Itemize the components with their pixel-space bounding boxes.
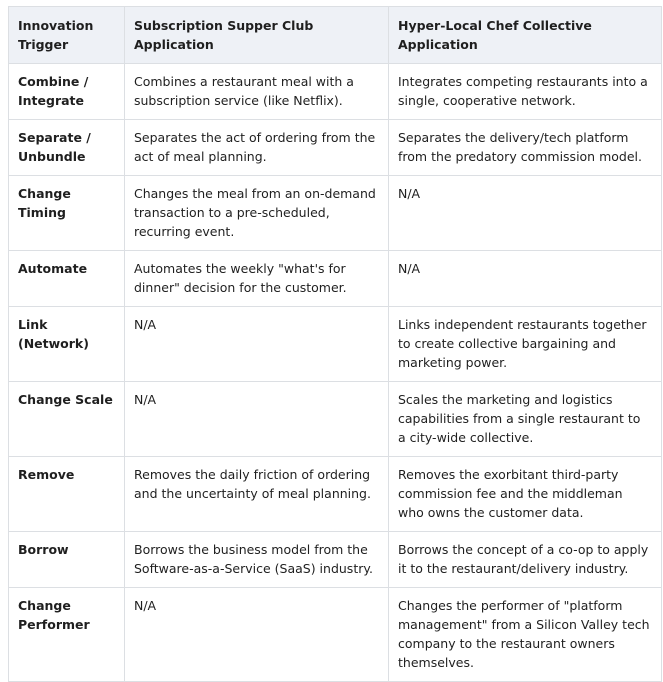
supper-club-cell: Automates the weekly "what's for dinner" decision for the customer. (125, 251, 389, 307)
trigger-cell: Change Performer (9, 588, 125, 682)
table-row (9, 307, 662, 382)
chef-collective-cell: Separates the delivery/tech platform from the predatory commission model. (389, 120, 662, 176)
chef-collective-cell: Borrows the concept of a co-op to apply it to the restaurant/delivery industry. (389, 532, 662, 588)
table-row (9, 176, 662, 251)
chef-collective-cell: Integrates competing restaurants into a single, cooperative network. (389, 64, 662, 120)
header-row (9, 7, 662, 64)
header-chef-collective: Hyper-Local Chef Collective Application (389, 7, 662, 64)
chef-collective-cell: Changes the performer of "platform management" from a Silicon Valley tech company to the restaurant owners themselves. (389, 588, 662, 682)
trigger-cell: Change Scale (9, 382, 125, 457)
table-row (9, 251, 662, 307)
table-row (9, 588, 662, 682)
chef-collective-cell: N/A (389, 176, 662, 251)
trigger-cell: Separate / Unbundle (9, 120, 125, 176)
trigger-cell: Combine / Integrate (9, 64, 125, 120)
innovation-trigger-table (8, 6, 662, 682)
chef-collective-cell: Links independent restaurants together to create collective bargaining and marketing power. (389, 307, 662, 382)
comparison-table-container (8, 6, 661, 682)
header-supper-club: Subscription Supper Club Application (125, 7, 389, 64)
table-row (9, 120, 662, 176)
table-row (9, 64, 662, 120)
supper-club-cell: Borrows the business model from the Software-as-a-Service (SaaS) industry. (125, 532, 389, 588)
supper-club-cell: Combines a restaurant meal with a subscription service (like Netflix). (125, 64, 389, 120)
table-row (9, 457, 662, 532)
supper-club-cell: N/A (125, 382, 389, 457)
trigger-cell: Change Timing (9, 176, 125, 251)
supper-club-cell: Separates the act of ordering from the act of meal planning. (125, 120, 389, 176)
table-row (9, 532, 662, 588)
header-innovation-trigger: Innovation Trigger (9, 7, 125, 64)
trigger-cell: Link (Network) (9, 307, 125, 382)
trigger-cell: Automate (9, 251, 125, 307)
supper-club-cell: Removes the daily friction of ordering and the uncertainty of meal planning. (125, 457, 389, 532)
table-header (9, 7, 662, 64)
chef-collective-cell: Removes the exorbitant third-party commission fee and the middleman who owns the customer data. (389, 457, 662, 532)
table-row (9, 382, 662, 457)
supper-club-cell: N/A (125, 307, 389, 382)
supper-club-cell: Changes the meal from an on-demand transaction to a pre-scheduled, recurring event. (125, 176, 389, 251)
supper-club-cell: N/A (125, 588, 389, 682)
chef-collective-cell: N/A (389, 251, 662, 307)
trigger-cell: Remove (9, 457, 125, 532)
chef-collective-cell: Scales the marketing and logistics capabilities from a single restaurant to a city-wide collective. (389, 382, 662, 457)
table-body (9, 64, 662, 682)
trigger-cell: Borrow (9, 532, 125, 588)
